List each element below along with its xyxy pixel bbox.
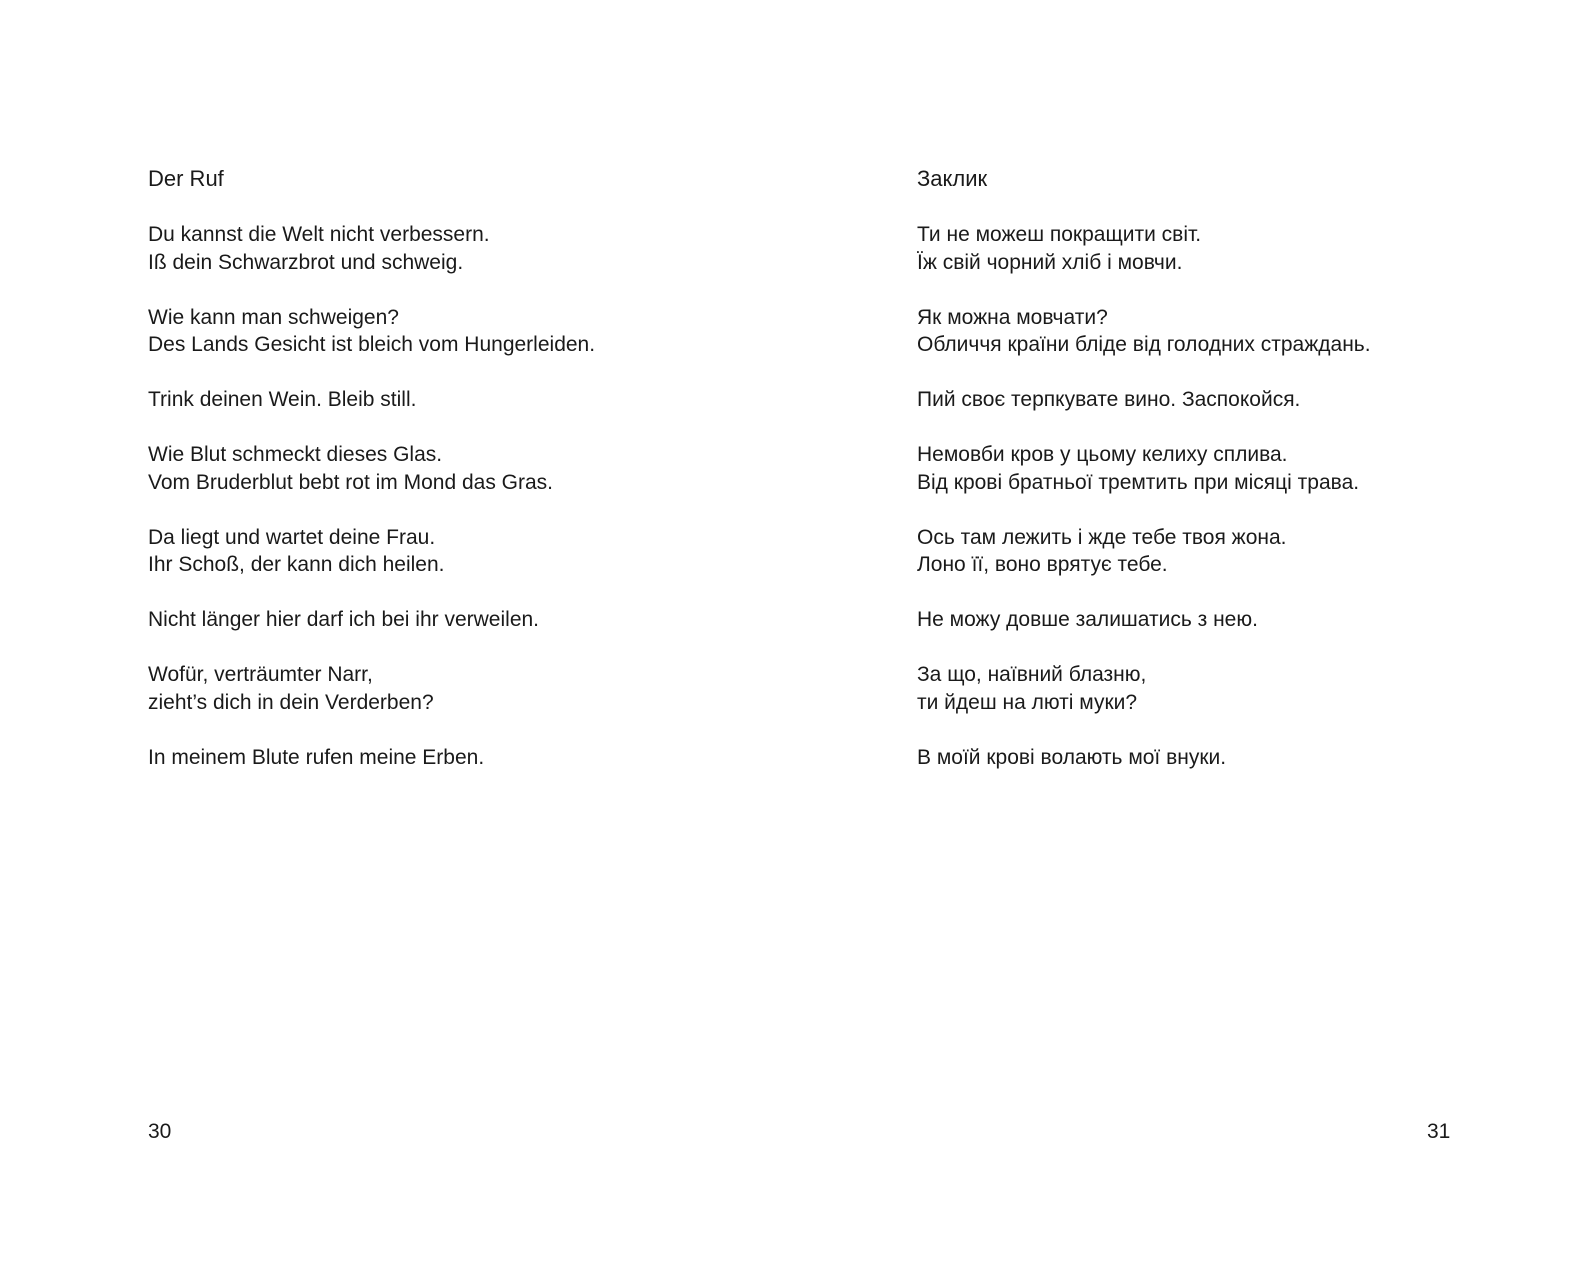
stanza [917,661,1371,716]
poem-line: Від крові братньої тремтить при місяці трава. [917,470,1360,494]
poem-line: За що, наївний блазню, [917,663,1147,686]
stanza [917,606,1371,634]
poem-line: Wie Blut schmeckt dieses Glas. [148,443,443,466]
poem-line: Ihr Schoß, der kann dich heilen. [148,553,445,576]
poem-line: Nicht länger hier darf ich bei ihr verweilen. [148,608,540,631]
poem-body-ukrainian [917,221,1371,799]
stanza [148,304,595,359]
stanza [148,221,595,276]
stanza [917,304,1371,359]
poem-line: Trink deinen Wein. Bleib still. [148,388,417,411]
poem-line: zieht’s dich in dein Verderben? [148,690,434,714]
poem-line: Не можу довше залишатись з нею. [917,608,1258,631]
poem-line: Wofür, verträumter Narr, [148,663,373,686]
poem-body-german [148,221,595,799]
stanza [148,441,595,496]
stanza [148,661,595,716]
poem-line: Ти не можеш покращити світ. [917,223,1202,246]
poem-line: Лоно її, воно врятує тебе. [917,553,1168,576]
left-page [148,0,788,1287]
stanza [917,386,1371,414]
stanza [148,744,595,772]
poem-line: Iß dein Schwarzbrot und schweig. [148,250,464,274]
poem-line: In meinem Blute rufen meine Erben. [148,745,485,769]
poem-title-ukrainian: Заклик [917,166,988,191]
right-page [917,0,1557,1287]
poem-title-german: Der Ruf [148,166,224,191]
poem-line: Як можна мовчати? [917,305,1108,329]
page-number: 31 [1427,1120,1451,1143]
poem-line: Du kannst die Welt nicht verbessern. [148,223,490,246]
stanza [148,386,595,414]
poem-line: В моїй крові волають мої внуки. [917,745,1227,769]
poem-line: Немовби кров у цьому келиху сплива. [917,443,1288,466]
poem-line: Пий своє терпкувате вино. Заспокойся. [917,388,1301,411]
poem-line: Vom Bruderblut bebt rot im Mond das Gras. [148,470,554,494]
stanza [917,441,1371,496]
poem-line: Des Lands Gesicht ist bleich vom Hungerleiden. [148,333,596,356]
stanza [917,524,1371,579]
poem-line: Обличчя країни бліде від голодних страждань. [917,333,1371,356]
poem-line: ти йдеш на люті муки? [917,690,1138,714]
poem-line: Wie kann man schweigen? [148,305,399,329]
stanza [917,221,1371,276]
poem-line: Da liegt und wartet deine Frau. [148,525,436,549]
poem-line: Їж свій чорний хліб і мовчи. [917,250,1183,274]
page-number: 30 [148,1120,172,1143]
poem-line: Ось там лежить і жде тебе твоя жона. [917,525,1287,549]
stanza [148,524,595,579]
stanza [148,606,595,634]
stanza [917,744,1371,772]
